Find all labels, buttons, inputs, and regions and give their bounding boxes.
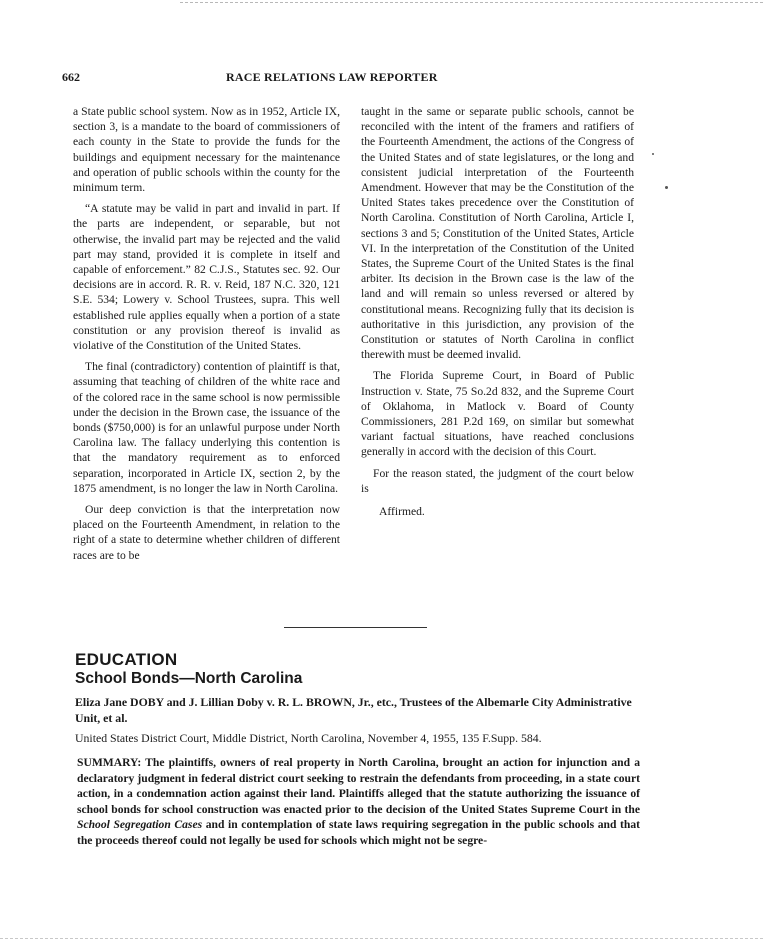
summary-text-1: The plaintiffs, owners of real property in North Carolina, brought an action for injunction and a declaratory judgment in federal district court seeking to restrain the defendants from proceeding, in a state court action, in a condemnation action against their land. Plaintiffs alleged that the statute authorizing the issuance of school bonds for school construction was enacted prior to the decision of the United States Supreme Court in the: [77, 756, 640, 816]
case-title: Eliza Jane DOBY and J. Lillian Doby v. R. L. BROWN, Jr., etc., Trustees of the Albemarle City Administrative Unit, et al.: [75, 695, 632, 725]
right-column: [361, 104, 634, 519]
scan-speck: [665, 186, 668, 189]
affirmed-line: Affirmed.: [379, 505, 425, 519]
journal-title: RACE RELATIONS LAW REPORTER: [226, 70, 438, 84]
summary-case-name: School Segregation Cases: [77, 818, 203, 832]
left-paragraph-4: Our deep conviction is that the interpretation now placed on the Fourteenth Amendment, in relation to the right of a state to determine whether children of different races are to be: [73, 503, 340, 562]
scan-speck: [652, 153, 654, 155]
scan-top-edge: [180, 2, 763, 3]
right-paragraph-1: taught in the same or separate public schools, cannot be reconciled with the intent of the framers and ratifiers of the Fourteenth Amendment, the actions of the Congress of the United States and of state legislatures, or the long and consistent judicial interpretation of the Fourteenth Amendment. However that may be the Constitution of the United States takes precedence over the Constitution of North Carolina. Constitution of North Carolina, Article I, sections 3 and 5; Constitution of the United States, Article VI. In the interpretation of the Constitution of the United States, the Supreme Court of the United States is the final arbiter. Its decision in the Brown case is the law of the land and will remain so unless reversed or altered by constitutional means. Recognizing fully that its decision is authoritative in this jurisdiction, any provision of the Constitution or statutes of North Carolina in conflict therewith must be deemed invalid.: [361, 105, 634, 362]
left-paragraph-2: “A statute may be valid in part and invalid in part. If the parts are independent, or separable, but not otherwise, the invalid part may be rejected and the valid part may stand, provided it is complete in itself and capable of enforcement.” 82 C.J.S., Statutes sec. 92. Our decisions are in accord. R. R. v. Reid, 187 N.C. 320, 121 S.E. 534; Lowery v. School Trustees, supra. This well established rule applies equally when a portion of a state constitution or any provision thereof is invalid as violative of the Constitution of the United States.: [73, 202, 340, 353]
section-heading: EDUCATION: [75, 650, 178, 669]
page-number: 662: [62, 70, 80, 84]
summary-text-2: and in contemplation of state laws requiring segregation in the public schools and that the proceeds thereof could not legally be used for schools which might not be segre-: [77, 818, 640, 847]
section-subheading: School Bonds—North Carolina: [75, 670, 303, 687]
court-citation: United States District Court, Middle District, North Carolina, November 4, 1955, 135 F.Supp. 584.: [75, 731, 542, 745]
right-paragraph-3: For the reason stated, the judgment of the court below is: [361, 466, 634, 495]
summary-label: SUMMARY:: [77, 756, 142, 769]
left-paragraph-1: a State public school system. Now as in 1952, Article IX, section 3, is a mandate to the board of commissioners of each county in the State to provide the funds for the buildings and equipment necessary for the maintenance and operation of public schools within the county for the minimum term.: [73, 105, 340, 195]
section-divider: [284, 627, 427, 628]
left-paragraph-3: The final (contradictory) contention of plaintiff is that, assuming that teaching of children of the white race and of the colored race in the same school is now permissible under the decision in the Brown case, the issuance of the bonds ($750,000) is for an unlawful purpose under North Carolina law. The fallacy underlying this contention is that the mandatory requirement as to enforced separation, incorporated in Article IX, section 2, by the 1875 amendment, is no longer the law in North Carolina.: [73, 360, 340, 495]
right-paragraph-2: The Florida Supreme Court, in Board of Public Instruction v. State, 75 So.2d 832, and the Supreme Court of Oklahoma, in Matlock v. Board of County Commissioners, 281 P.2d 169, on similar but somewhat variant factual situations, have reached conclusions generally in accord with the decision of this Court.: [361, 369, 634, 459]
running-header: [62, 70, 702, 86]
case-summary: [77, 755, 640, 849]
left-column: [73, 104, 340, 563]
scan-bottom-edge: [0, 938, 763, 939]
